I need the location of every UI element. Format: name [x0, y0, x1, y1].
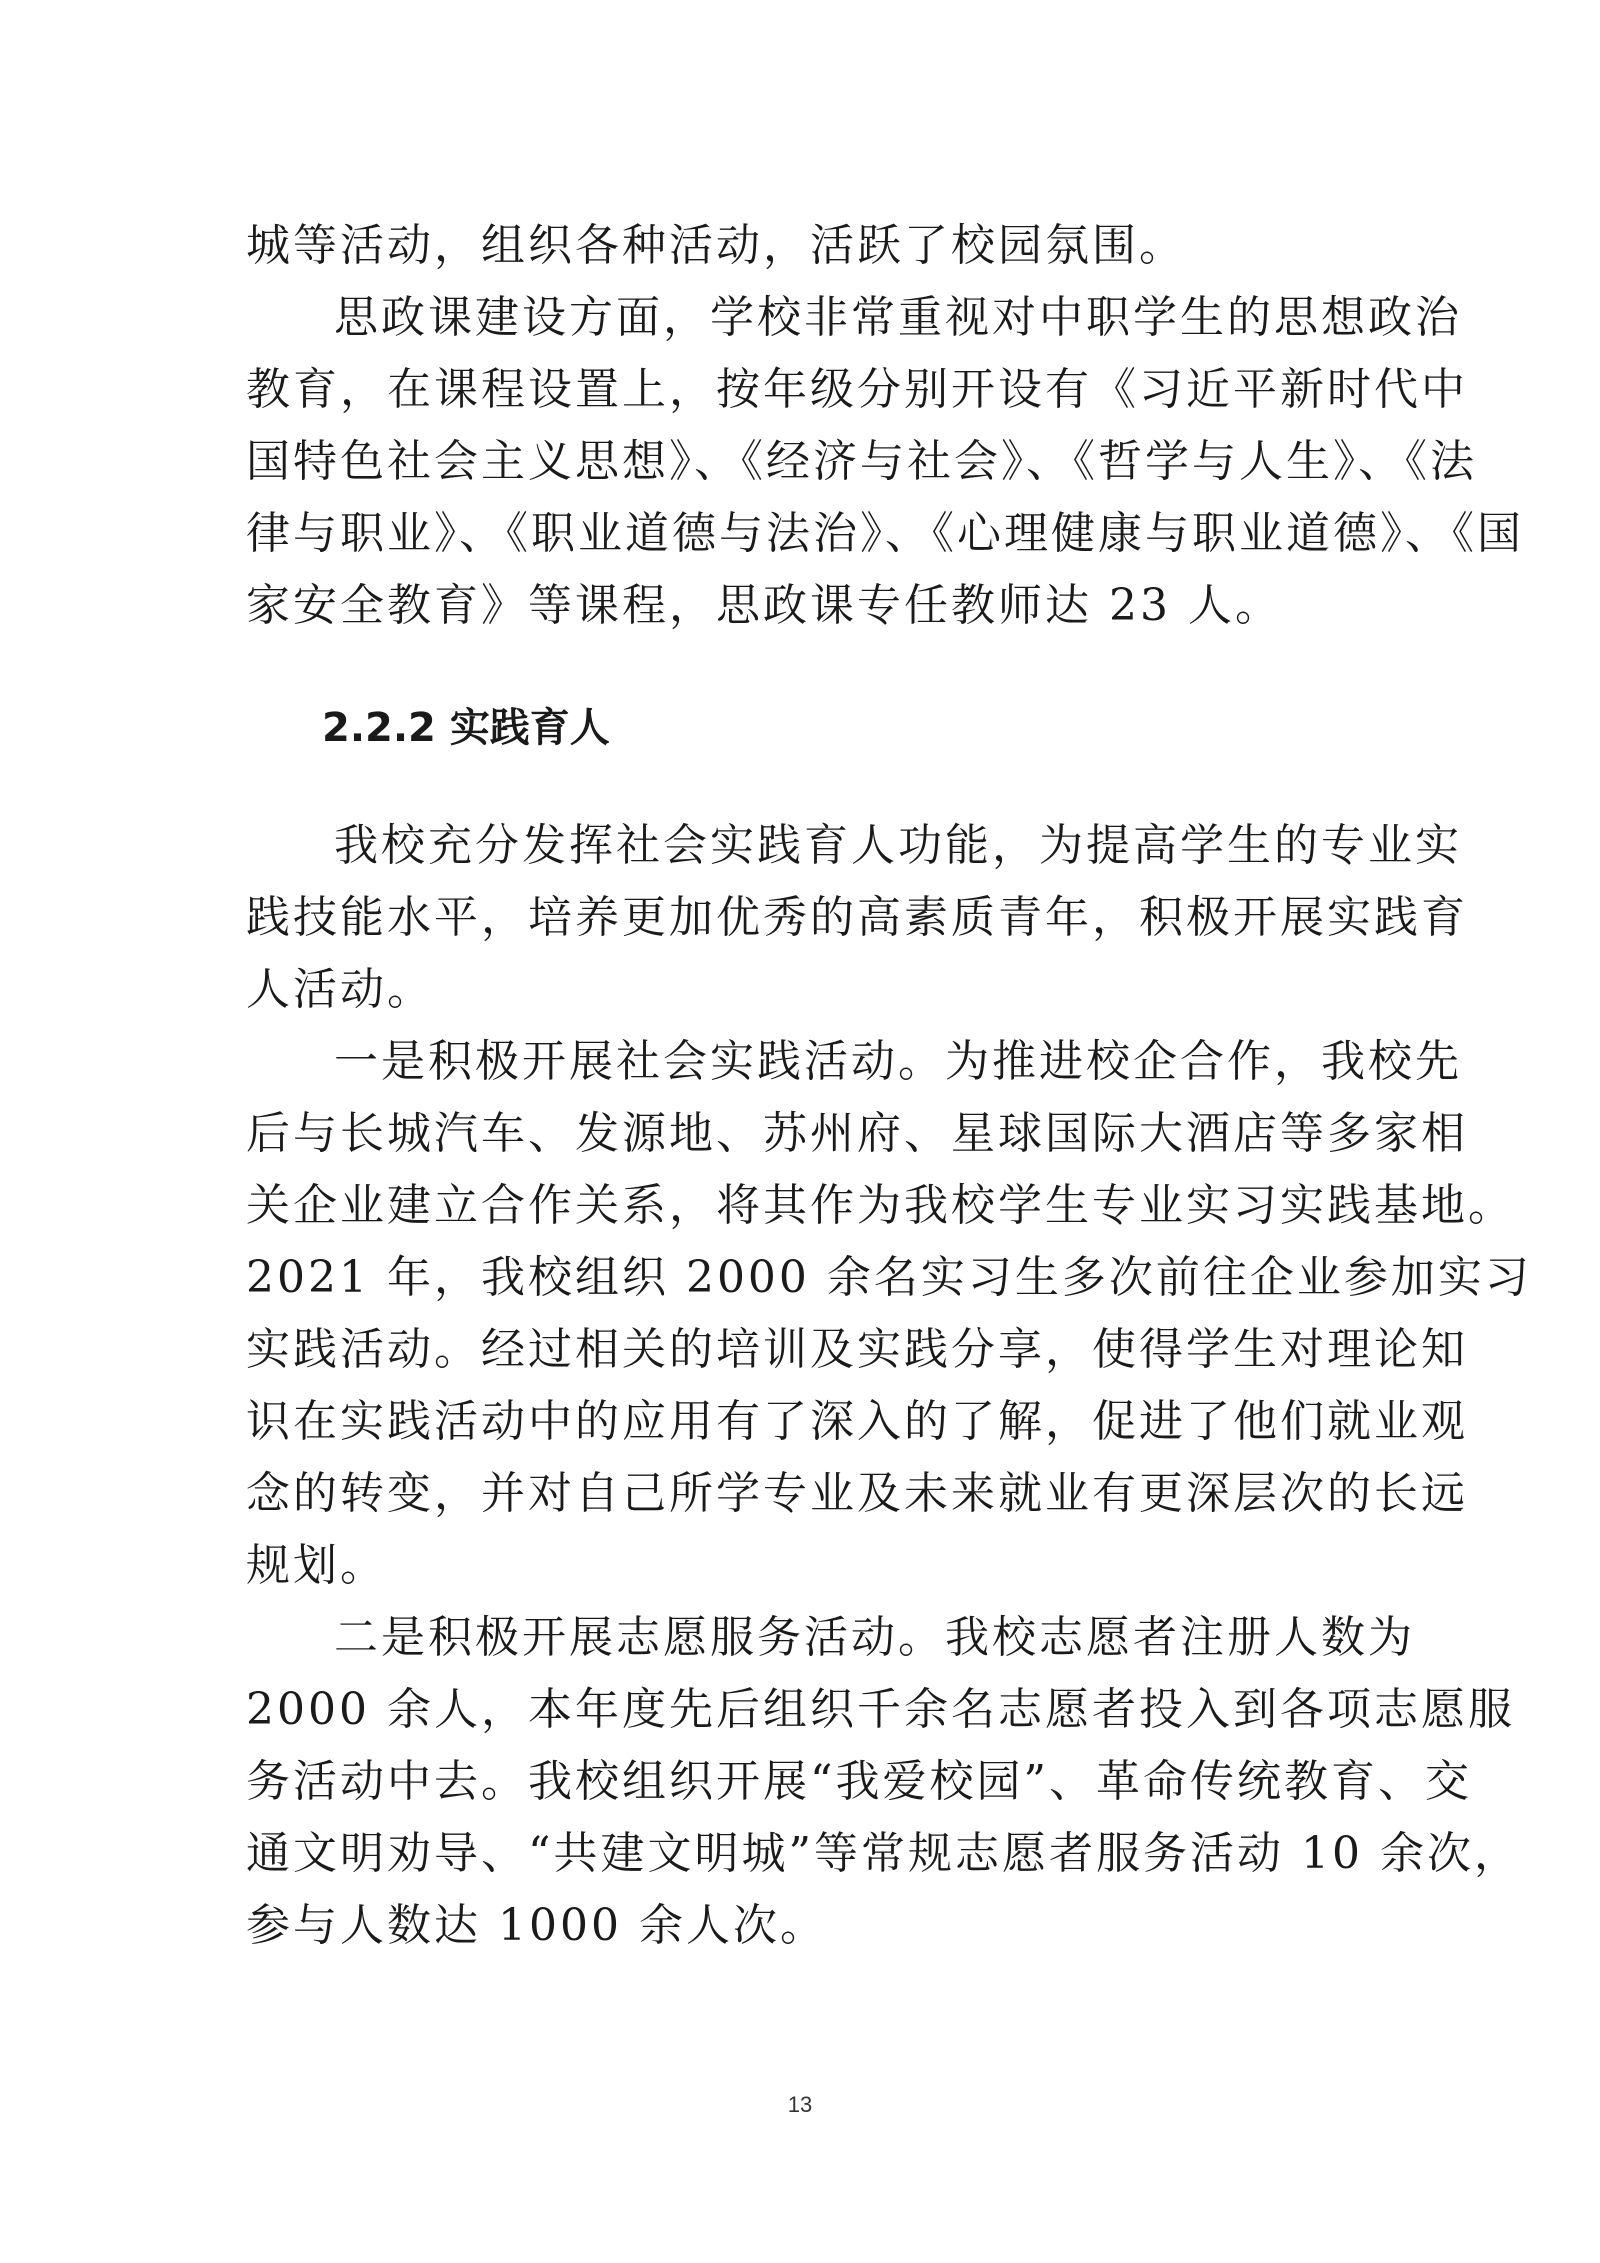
paragraph-line: 一是积极开展社会实践活动。为推进校企合作，我校先 [334, 1036, 1462, 1087]
paragraph-line: 实践活动。经过相关的培训及实践分享，使得学生对理论知 [246, 1324, 1468, 1375]
paragraph-line: 人活动。 [246, 964, 434, 1015]
paragraph-line: 城等活动，组织各种活动，活跃了校园氛围。 [246, 220, 1186, 271]
paragraph-line: 教育，在课程设置上，按年级分别开设有《习近平新时代中 [246, 364, 1468, 415]
paragraph-line: 关企业建立合作关系，将其作为我校学生专业实习实践基地。 [246, 1180, 1515, 1231]
paragraph-line: 通文明劝导、“共建文明城”等常规志愿者服务活动 10 余次， [246, 1828, 1521, 1879]
paragraph-line: 规划。 [246, 1540, 387, 1591]
paragraph-line: 家安全教育》等课程，思政课专任教师达 23 人。 [246, 580, 1282, 631]
paragraph-line: 二是积极开展志愿服务活动。我校志愿者注册人数为 [334, 1612, 1415, 1663]
paragraph-line: 后与长城汽车、发源地、苏州府、星球国际大酒店等多家相 [246, 1108, 1468, 1159]
paragraph-line: 2021 年，我校组织 2000 余名实习生多次前往企业参加实习 [246, 1252, 1532, 1303]
paragraph-line: 识在实践活动中的应用有了深入的了解，促进了他们就业观 [246, 1396, 1468, 1447]
paragraph-line: 2000 余人，本年度先后组织千余名志愿者投入到各项志愿服 [246, 1684, 1515, 1735]
paragraph-line: 思政课建设方面，学校非常重视对中职学生的思想政治 [334, 292, 1462, 343]
page-number: 13 [787, 2092, 813, 2117]
paragraph-line: 律与职业》、《职业道德与法治》、《心理健康与职业道德》、《国 [246, 508, 1524, 559]
paragraph-line: 我校充分发挥社会实践育人功能，为提高学生的专业实 [334, 820, 1462, 871]
paragraph-line: 念的转变，并对自己所学专业及未来就业有更深层次的长远 [246, 1468, 1468, 1519]
paragraph-line: 参与人数达 1000 余人次。 [246, 1900, 827, 1951]
paragraph-line: 践技能水平，培养更加优秀的高素质青年，积极开展实践育 [246, 892, 1468, 943]
section-heading: 2.2.2 实践育人 [322, 705, 610, 751]
paragraph-line: 务活动中去。我校组织开展“我爱校园”、革命传统教育、交 [246, 1756, 1472, 1807]
paragraph-line: 国特色社会主义思想》、《经济与社会》、《哲学与人生》、《法 [246, 436, 1477, 487]
